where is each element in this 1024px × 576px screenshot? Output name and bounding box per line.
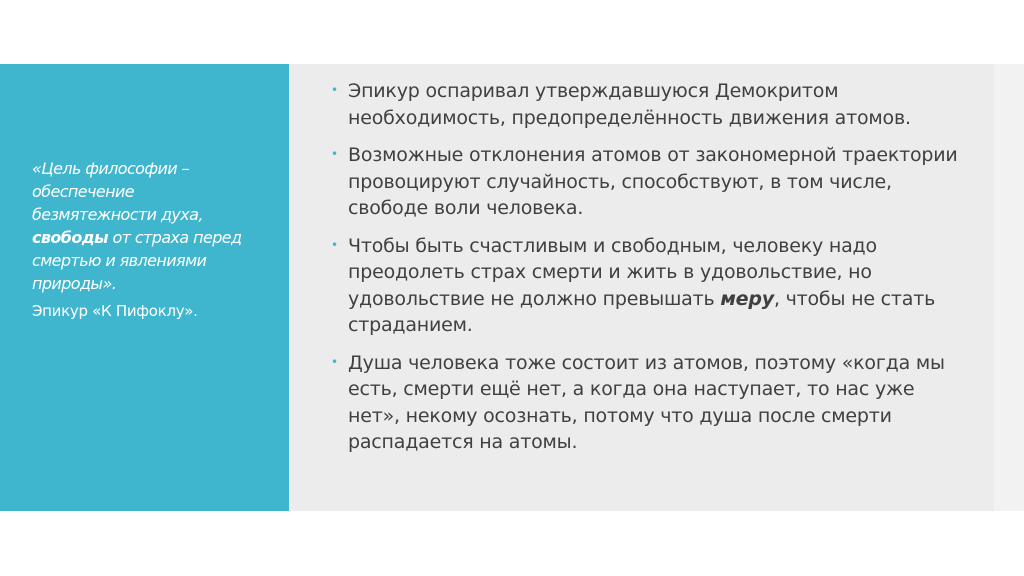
- bullet-marker-icon: •: [331, 354, 338, 369]
- right-edge-strip: [994, 64, 1024, 511]
- bullet-text: Чтобы быть счастливым и свободным, человеку надо преодолеть страх смерти и жить в удовольствие, но удовольствие не должно превышать: [348, 234, 877, 310]
- bullet-marker-icon: •: [331, 237, 338, 252]
- philosophy-quote: [32, 157, 262, 295]
- bullet-marker-icon: •: [331, 147, 338, 161]
- bullet-text: Возможные отклонения атомов от закономерной траектории провоцируют случайность, способствуют, в том числе, свободе воли человека.: [348, 144, 958, 219]
- bullet-list: [331, 78, 971, 467]
- bullet-text-end: , чтобы не стать страданием.: [348, 287, 936, 336]
- bullet-marker-icon: •: [331, 83, 338, 97]
- quote-part-2: от страха перед смертью и явлениями природы».: [32, 228, 242, 293]
- bullet-item: [331, 78, 971, 131]
- bullet-item: [331, 350, 971, 456]
- bullet-item: [331, 233, 971, 339]
- quote-part-1: «Цель философии – обеспечение безмятежности духа,: [32, 159, 203, 224]
- bullet-text: Эпикур оспаривал утверждавшуюся Демокритом необходимость, предопределённость движения атомов.: [348, 80, 911, 129]
- quote-bold-word: свободы: [32, 228, 108, 247]
- bullet-text: Душа человека тоже состоит из атомов, поэтому «когда мы есть, смерти ещё нет, а когда она наступает, то нас уже нет», некому осознать, потому что душа после смерти распадается на атомы.: [348, 351, 945, 453]
- bullet-item: [331, 142, 971, 222]
- bullet-emphasis: меру: [720, 287, 774, 310]
- quote-attribution: Эпикур «К Пифоклу».: [32, 302, 198, 320]
